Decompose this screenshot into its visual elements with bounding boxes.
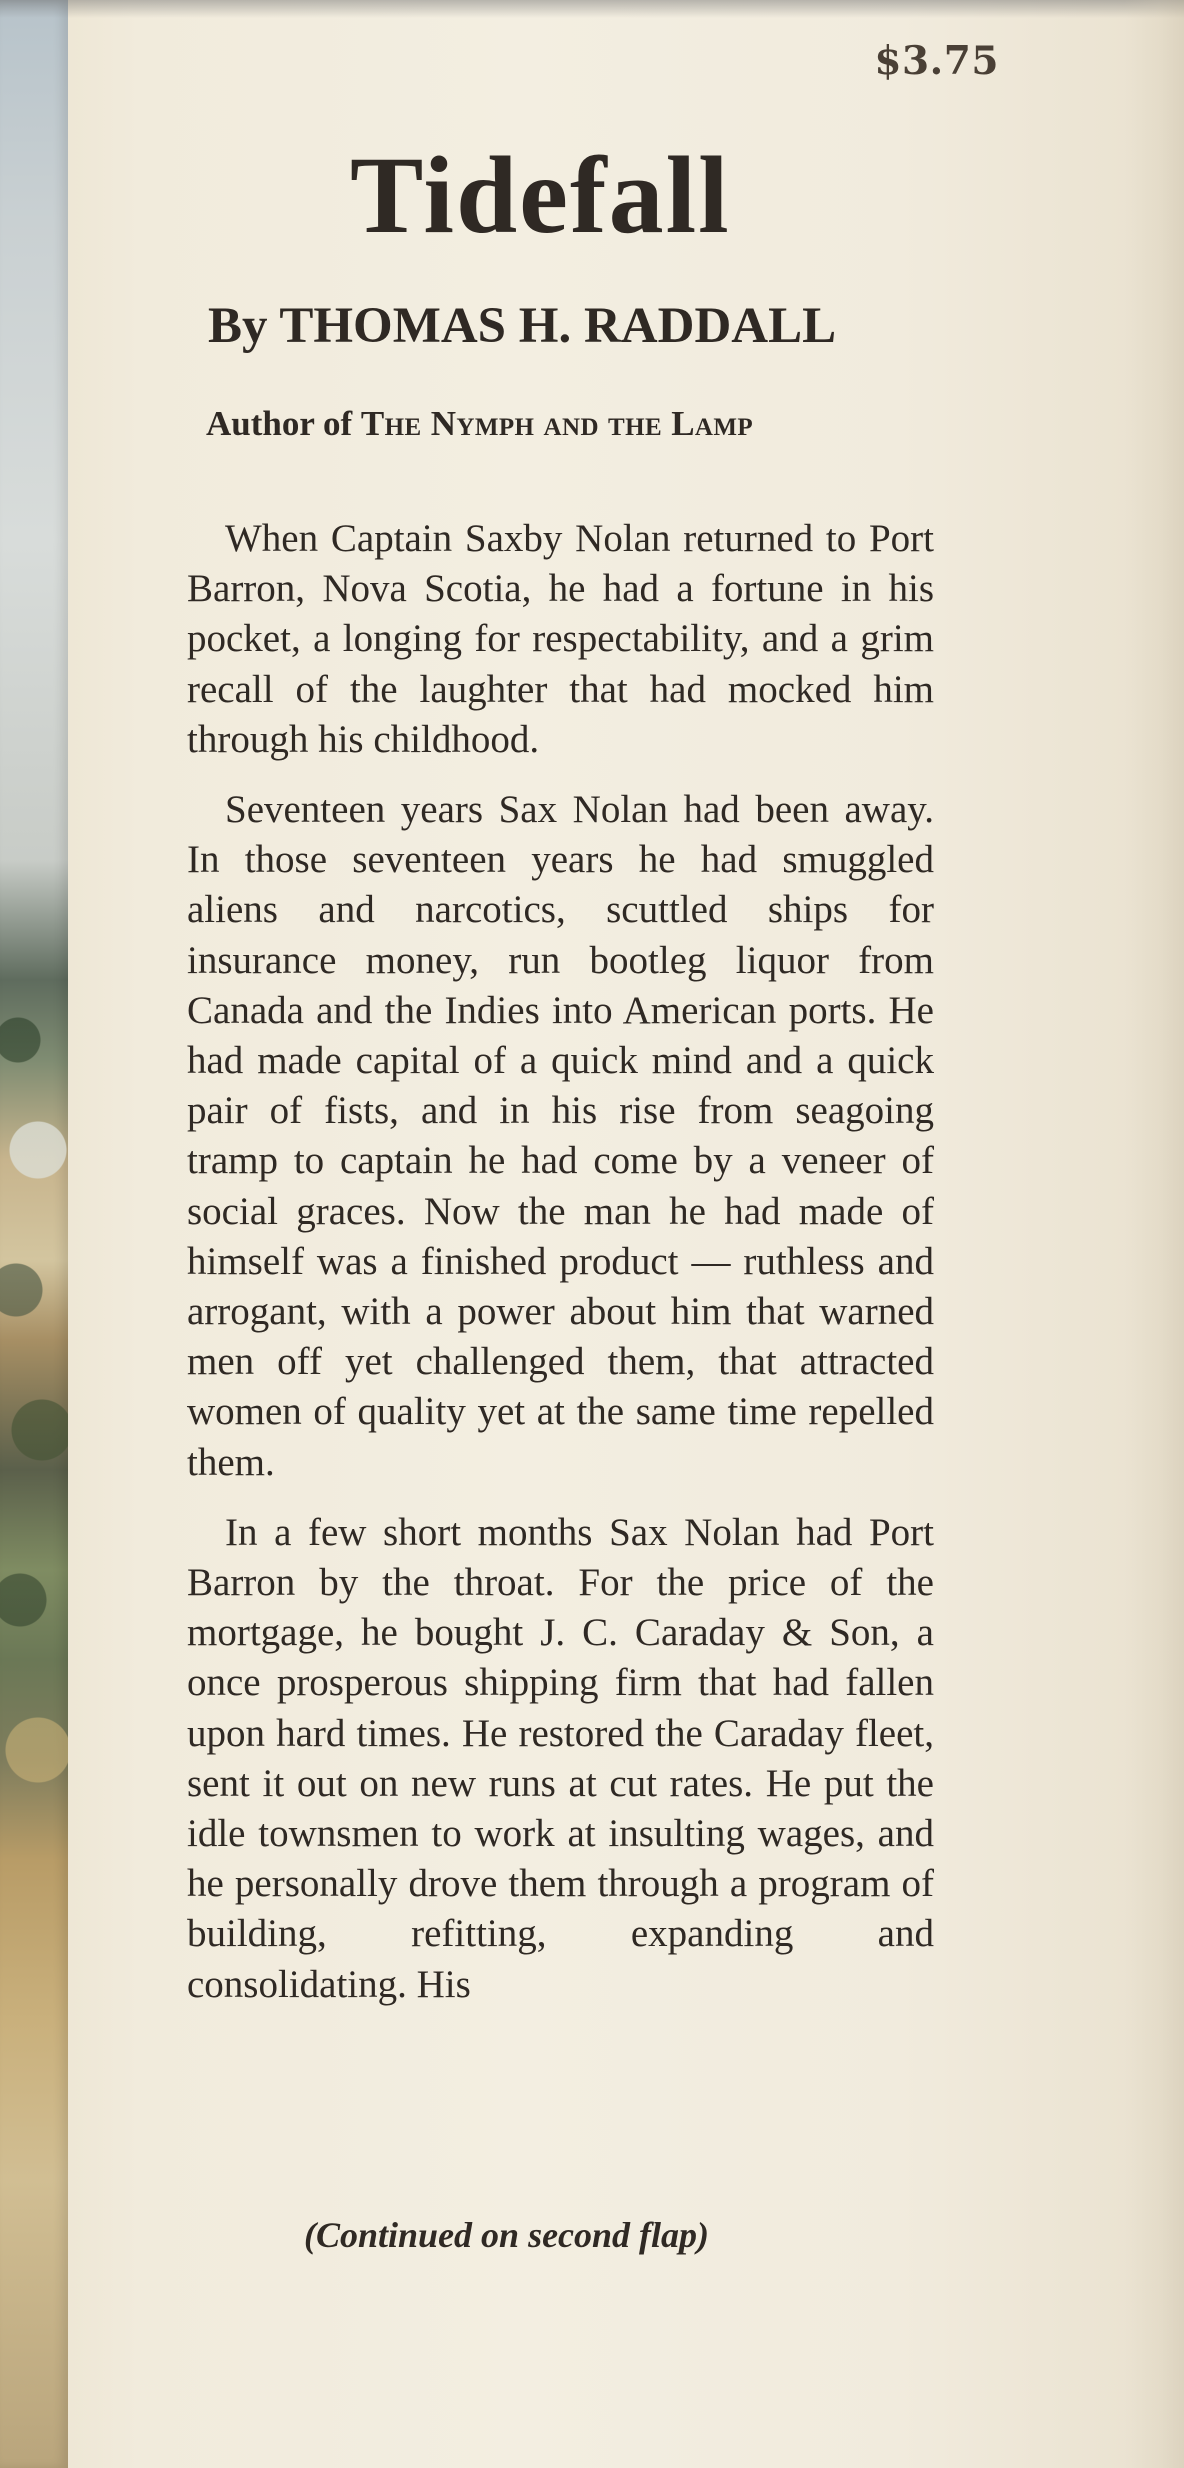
author-credit-prefix: Author of — [206, 404, 353, 443]
description-paragraph-2: Seventeen years Sax Nolan had been away. In those seventeen years he had smuggled aliens and narcotics, scuttled ships for insurance money, run bootleg liquor from Canada and the Indies into American ports. He had made capital of a quick mind and a quick pair of fists, and in his rise from seagoing tramp to captain he had come by a veneer of social graces. Now the man he had made of himself was a finished product — ruthless and arrogant, with a power about him that warned men off yet challenged them, that attracted women of quality yet at the same time repelled them. — [187, 788, 934, 1484]
cover-illustration-strip — [0, 0, 68, 2468]
description-paragraph-1: When Captain Saxby Nolan returned to Port Barron, Nova Scotia, he had a fortune in his pocket, a longing for respectability, and a grim recall of the laughter that had mocked him through his childhood. — [187, 517, 934, 761]
top-edge-wear — [0, 0, 1184, 18]
book-title: Tidefall — [350, 134, 731, 256]
author-byline: By THOMAS H. RADDALL — [208, 298, 837, 354]
flap-description — [187, 514, 934, 2010]
previous-work-title: The Nymph and the Lamp — [360, 404, 754, 443]
description-paragraph-3: In a few short months Sax Nolan had Port Barron by the throat. For the price of the mortgage, he bought J. C. Caraday & Son, a once prosperous shipping firm that had fallen upon hard times. He restored the Caraday fleet, sent it out on new runs at cut rates. He put the idle townsmen to work at insulting wages, and he personally drove them through a program of building, refitting, expanding and consolidating. His — [187, 1510, 934, 2006]
right-edge-shadow — [1124, 0, 1184, 2468]
author-credit-line — [206, 406, 966, 441]
price-label: $3.75 — [874, 38, 999, 84]
continued-note: (Continued on second flap) — [304, 2215, 710, 2255]
